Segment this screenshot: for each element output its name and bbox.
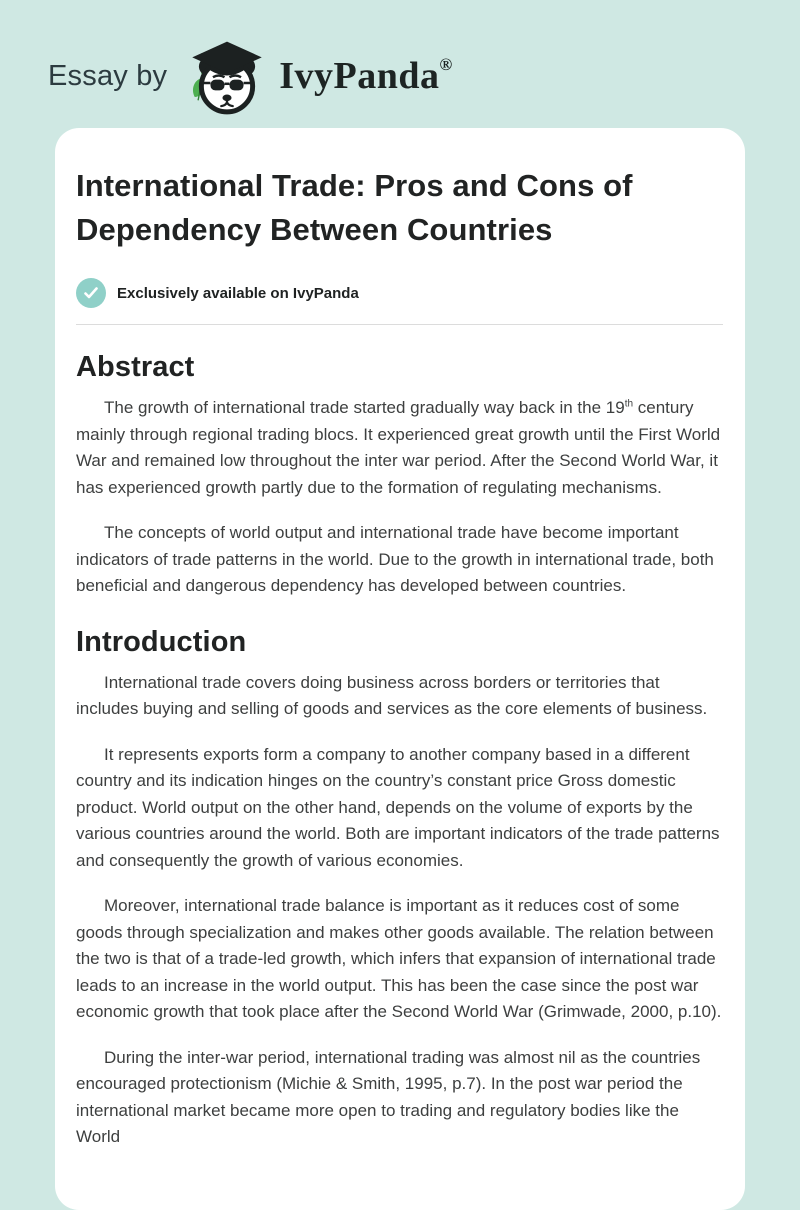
paragraph: It represents exports form a company to another company based in a different country and its indication hinges on the country’s constant price Gross domestic product. World output on the other hand, depends on the volume of exports by the various countries around the world. Both are important indicators of the trade patterns and consequently the growth of various economies.: [76, 744, 720, 870]
paragraph: During the inter-war period, international trading was almost nil as the countries encouraged protectionism (Michie & Smith, 1995, p.7). In the post war period the international market became more open to trading and regulatory bodies like the World: [76, 1047, 701, 1146]
brand-name: [279, 54, 452, 98]
ivypanda-logo-icon: [185, 35, 269, 121]
availability-badge: [76, 278, 723, 308]
check-icon: [76, 278, 106, 308]
registered-mark: ®: [439, 55, 453, 75]
brand-text: IvyPanda: [279, 55, 440, 97]
paragraph: International trade covers doing business across borders or territories that includes buying and selling of goods and services as the core elements of business.: [76, 672, 708, 718]
paragraph: The concepts of world output and international trade have become important indicators of trade patterns in the world. Due to the growth in international trade, both beneficial and dangerous dependency has developed between countries.: [76, 523, 714, 595]
essay-title: International Trade: Pros and Cons of Dependency Between Countries: [76, 168, 633, 247]
section-heading-abstract: Abstract: [76, 351, 195, 383]
sections: [76, 351, 723, 1151]
essay-card: [55, 128, 745, 1210]
section-heading-introduction: Introduction: [76, 625, 247, 658]
divider: [76, 324, 723, 325]
essay-by-label: Essay by: [48, 59, 168, 92]
paragraph: The growth of international trade started gradually way back in the 19th century mainly through regional trading blocs. It experienced great growth until the First World War and remained low throughout the inter war period. After the Second World War, it has experienced growth partly due to the formation of regulating mechanisms.: [76, 398, 721, 497]
site-header: [0, 0, 800, 118]
availability-badge-label: Exclusively available on IvyPanda: [117, 284, 359, 302]
paragraph: Moreover, international trade balance is important as it reduces cost of some goods through specialization and makes other goods available. The relation between the two is that of a trade-led growth, which infers that expansion of international trade leads to an increase in the world output. This has been the case since the post war economic growth that took place after the Second World War (Grimwade, 2000, p.10).: [76, 896, 722, 1021]
